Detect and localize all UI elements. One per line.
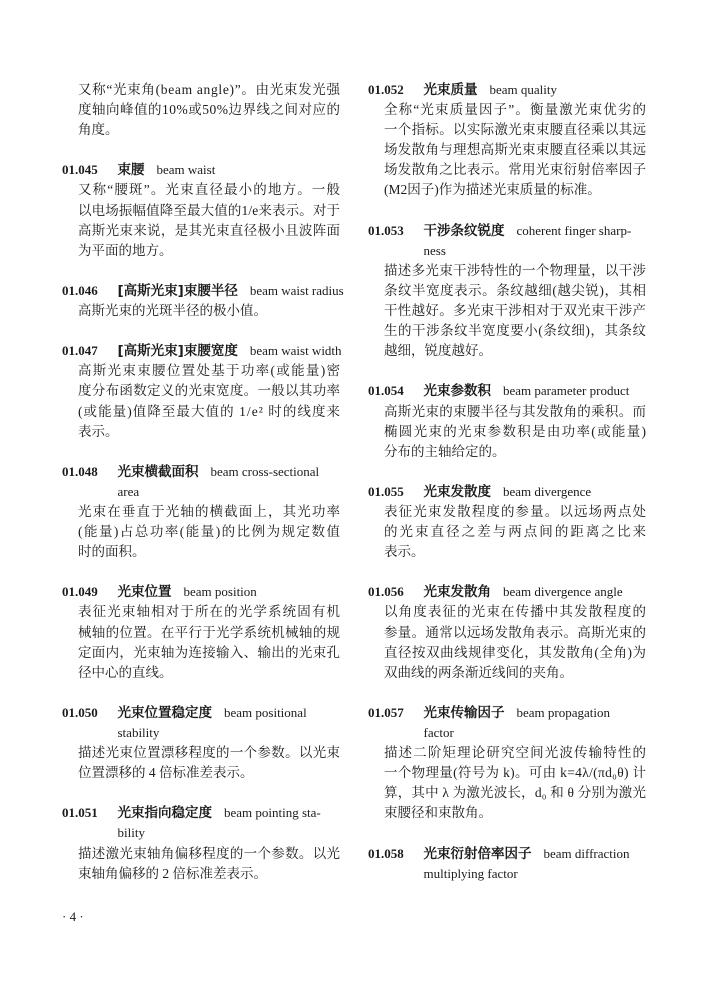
english-term-continued: stability — [117, 725, 160, 740]
definition-line: 度轴向峰值的10%或50%边界线之间对应的 — [78, 102, 341, 118]
entry-terms — [118, 582, 343, 602]
definition-line: 描述光束位置漂移程度的一个参数。以光束 — [78, 745, 341, 761]
english-term: beam parameter product — [503, 383, 630, 399]
entry-number: 01.046 — [62, 282, 98, 298]
definition-line: 时的面积。 — [78, 544, 146, 560]
glossary-entry — [368, 80, 648, 201]
term-line — [424, 582, 649, 602]
english-term: beam quality — [489, 82, 558, 97]
entry-terms — [424, 80, 649, 100]
continued-definition — [78, 80, 342, 140]
glossary-entry — [62, 582, 342, 682]
entry-number: 01.047 — [62, 343, 98, 359]
glossary-entry — [368, 844, 648, 884]
english-term: beam positional — [224, 704, 307, 720]
entry-number: 01.052 — [368, 82, 404, 97]
entry-heading — [368, 582, 648, 602]
chinese-term: 光束参数积 — [423, 383, 491, 400]
definition-line: 的光束直径之差与两点间的距离之比来 — [384, 524, 649, 540]
english-term: beam divergence angle — [503, 584, 623, 600]
english-term-continued: factor — [423, 725, 454, 740]
term-line — [424, 221, 649, 241]
entry-terms — [424, 703, 649, 743]
glossary-entry — [62, 462, 342, 562]
english-term: beam waist radius — [249, 282, 344, 298]
entry-heading — [62, 281, 342, 301]
definition — [78, 602, 342, 682]
term-line — [118, 281, 344, 301]
definition-line: 条纹半宽度表示。条纹越细(越尖锐)，其相 — [384, 282, 647, 298]
chinese-term: 光束质量 — [423, 82, 478, 98]
glossary-entry — [368, 703, 648, 824]
definition-line: 束腰径和束散角。 — [384, 805, 492, 821]
entry-heading — [62, 803, 342, 843]
chinese-term: 光束横截面积 — [117, 463, 199, 480]
english-term: beam waist — [156, 162, 216, 178]
english-term: beam cross-sectional — [210, 463, 320, 479]
english-term: beam divergence — [503, 483, 592, 499]
glossary-entry — [62, 160, 342, 260]
definition-line: 描述多光束干涉特性的一个物理量，以干涉 — [384, 262, 647, 278]
entry-heading — [62, 582, 342, 602]
entry-terms — [424, 221, 649, 261]
definition-line: 表示。 — [78, 423, 119, 439]
entry-number: 01.054 — [368, 383, 404, 399]
definition-line: 高斯光束来说，是其光束直径极小且波阵面 — [78, 222, 341, 238]
entry-heading — [368, 482, 648, 502]
glossary-entry — [368, 221, 648, 362]
term-line — [118, 803, 343, 823]
definition-line: 算，其中 λ 为激光波长，d₀ 和 θ 分别为激光 — [384, 785, 647, 801]
definition-line: 角度。 — [78, 122, 119, 138]
entry-number: 01.050 — [62, 704, 98, 720]
definition-line: 描述激光束轴角偏移程度的一个参数。以光 — [78, 845, 341, 861]
english-term: coherent finger sharp- — [516, 222, 632, 238]
english-term-continued: multiplying factor — [423, 865, 518, 881]
entry-heading — [368, 703, 648, 743]
entry-terms — [118, 281, 344, 301]
entry-heading — [62, 703, 342, 743]
entry-number: 01.058 — [368, 845, 404, 861]
definition-line: 表征光束轴相对于所在的光学系统固有机 — [78, 604, 342, 620]
definition-line: 一个物理量(符号为 k)。可由 k=4λ/(πd₀θ) 计 — [384, 765, 647, 781]
definition-line: 越细，锐度越好。 — [384, 343, 492, 359]
entry-number: 01.053 — [368, 222, 404, 238]
definition-line: 双曲线的两条渐近线间的夹角。 — [384, 664, 573, 680]
chinese-term: 光束指向稳定度 — [117, 805, 212, 822]
term-line — [424, 80, 649, 100]
english-term: beam position — [183, 584, 257, 600]
entry-heading — [62, 341, 342, 361]
term-line — [424, 703, 649, 723]
entry-terms — [118, 803, 343, 843]
definition — [78, 301, 342, 321]
glossary-entry — [62, 281, 342, 321]
chinese-term: 光束发散角 — [423, 584, 491, 601]
definition-line: 场发散角之比表示。常用光束衍射倍率因子 — [384, 162, 647, 178]
english-term-continued: bility — [117, 825, 145, 841]
term-line — [118, 341, 343, 361]
right-column — [368, 80, 648, 884]
definition-line: 械轴的位置。在平行于光学系统机械轴的规 — [78, 624, 341, 640]
english-term: beam propagation — [516, 704, 610, 720]
glossary-entry — [62, 803, 342, 883]
english-term-continued: ness — [423, 242, 446, 258]
definition-line: 高斯光束束腰位置处基于功率(或能量)密 — [78, 363, 342, 379]
entry-number: 01.057 — [368, 704, 404, 720]
definition-line: 径中心的直线。 — [78, 664, 173, 680]
entry-heading — [368, 221, 648, 261]
english-term: beam waist width — [249, 343, 342, 359]
entry-number: 01.049 — [62, 584, 98, 600]
definition — [78, 502, 342, 562]
definition-line: 场发散角与理想高斯光束束腰直径乘以其远 — [384, 142, 647, 158]
definition-line: 表示。 — [384, 544, 425, 560]
definition-line: 全称“光束质量因子”。衡量激光束优劣的 — [384, 102, 648, 118]
entry-number: 01.045 — [62, 162, 98, 178]
definition-line: 又称“腰斑”。光束直径最小的地方。一般 — [78, 182, 342, 198]
term-line — [424, 482, 649, 502]
definition-line: 位置漂移的 4 倍标准差表示。 — [78, 765, 254, 781]
entry-heading — [368, 80, 648, 100]
definition-line: 以电场振幅值降至最大值的1/e来表示。对于 — [78, 202, 341, 218]
chinese-term: 光束发散度 — [423, 483, 491, 500]
definition-line: 椭圆光束的光束参数积是由功率(或能量) — [384, 423, 648, 439]
entry-terms — [118, 462, 343, 502]
glossary-entry — [62, 703, 342, 783]
definition — [384, 502, 648, 562]
entry-number: 01.055 — [368, 483, 404, 499]
definition — [78, 844, 342, 884]
definition — [384, 261, 648, 361]
glossary-entry — [368, 582, 648, 682]
definition-line: 定面内，光束轴为连接输入、输出的光束孔 — [78, 644, 341, 660]
definition — [384, 402, 648, 462]
definition — [78, 361, 342, 441]
definition-line: 以角度表征的光束在传播中其发散程度的 — [384, 604, 648, 620]
page-number: · 4 · — [62, 909, 84, 924]
entry-terms — [424, 381, 649, 401]
definition — [78, 743, 342, 783]
definition-line: 描述二阶矩理论研究空间光波传输特性的 — [384, 745, 648, 761]
definition-line: 度分布函数定义的光束宽度。一般以其功率 — [78, 383, 341, 399]
english-term: beam pointing sta- — [224, 805, 321, 821]
definition-line: 分布的主轴给定的。 — [384, 443, 506, 459]
term-line — [118, 582, 343, 602]
glossary-entry — [368, 482, 648, 562]
english-term: beam diffraction — [543, 845, 630, 861]
entry-terms — [424, 582, 649, 602]
entry-heading — [62, 462, 342, 502]
chinese-term: 光束衍射倍率因子 — [423, 845, 532, 862]
definition-line: 为平面的地方。 — [78, 242, 173, 258]
chinese-term: 干涉条纹锐度 — [423, 222, 505, 239]
definition-line: 表征光束发散程度的参量。以远场两点处 — [384, 503, 648, 519]
definition-line: 生的干涉条纹半宽度要小(条纹细)，其条纹 — [384, 323, 647, 339]
glossary-entry — [368, 381, 648, 461]
definition — [384, 743, 648, 823]
left-column — [62, 80, 342, 884]
term-line — [118, 462, 343, 482]
chinese-term: 光束位置 — [117, 584, 172, 601]
definition — [78, 180, 342, 260]
definition — [384, 602, 648, 682]
definition-line: 高斯光束的光斑半径的极小值。 — [78, 303, 267, 319]
entry-heading — [368, 381, 648, 401]
definition-line: 束轴角偏移的 2 倍标准差表示。 — [78, 865, 267, 881]
term-line — [118, 160, 343, 180]
term-line — [424, 381, 649, 401]
entry-terms — [424, 844, 649, 884]
definition-line: 光束在垂直于光轴的横截面上，其光功率 — [78, 503, 342, 519]
term-line — [424, 844, 649, 864]
definition-line: (M2因子)作为描述光束质量的标准。 — [384, 182, 601, 198]
definition — [384, 100, 648, 200]
entry-terms — [118, 341, 343, 361]
definition-line: 直径按双曲线规律变化，其发散角(全角)为 — [384, 644, 647, 660]
glossary-entry — [62, 341, 342, 441]
entry-terms — [424, 482, 649, 502]
entry-terms — [118, 703, 343, 743]
definition-line: (能量)占总功率(能量)的比例为规定数值 — [78, 524, 342, 540]
entry-heading — [368, 844, 648, 884]
chinese-term: [高斯光束]束腰半径 — [117, 282, 238, 299]
definition-line: 参量。通常以远场发散角表示。高斯光束的 — [384, 624, 647, 640]
term-line — [118, 703, 343, 723]
entry-terms — [118, 160, 343, 180]
entry-number: 01.056 — [368, 584, 404, 600]
chinese-term: 光束传输因子 — [423, 704, 505, 721]
definition-line: 一个指标。以实际激光束束腰直径乘以其远 — [384, 122, 647, 138]
definition-line: 干性越好。多光束干涉相对于双光束干涉产 — [384, 303, 647, 319]
chinese-term: 束腰 — [117, 162, 145, 179]
definition-line: (或能量)值降至最大值的 1/e² 时的线度来 — [78, 403, 342, 419]
english-term-continued: area — [117, 483, 140, 499]
definition-line: 又称“光束角(beam angle)”。由光束发光强 — [78, 82, 341, 97]
entry-number: 01.048 — [62, 463, 98, 479]
entry-number: 01.051 — [62, 805, 98, 821]
chinese-term: 光束位置稳定度 — [117, 704, 212, 721]
definition-line: 高斯光束的束腰半径与其发散角的乘积。而 — [384, 403, 647, 419]
chinese-term: [高斯光束]束腰宽度 — [117, 343, 238, 360]
entry-heading — [62, 160, 342, 180]
